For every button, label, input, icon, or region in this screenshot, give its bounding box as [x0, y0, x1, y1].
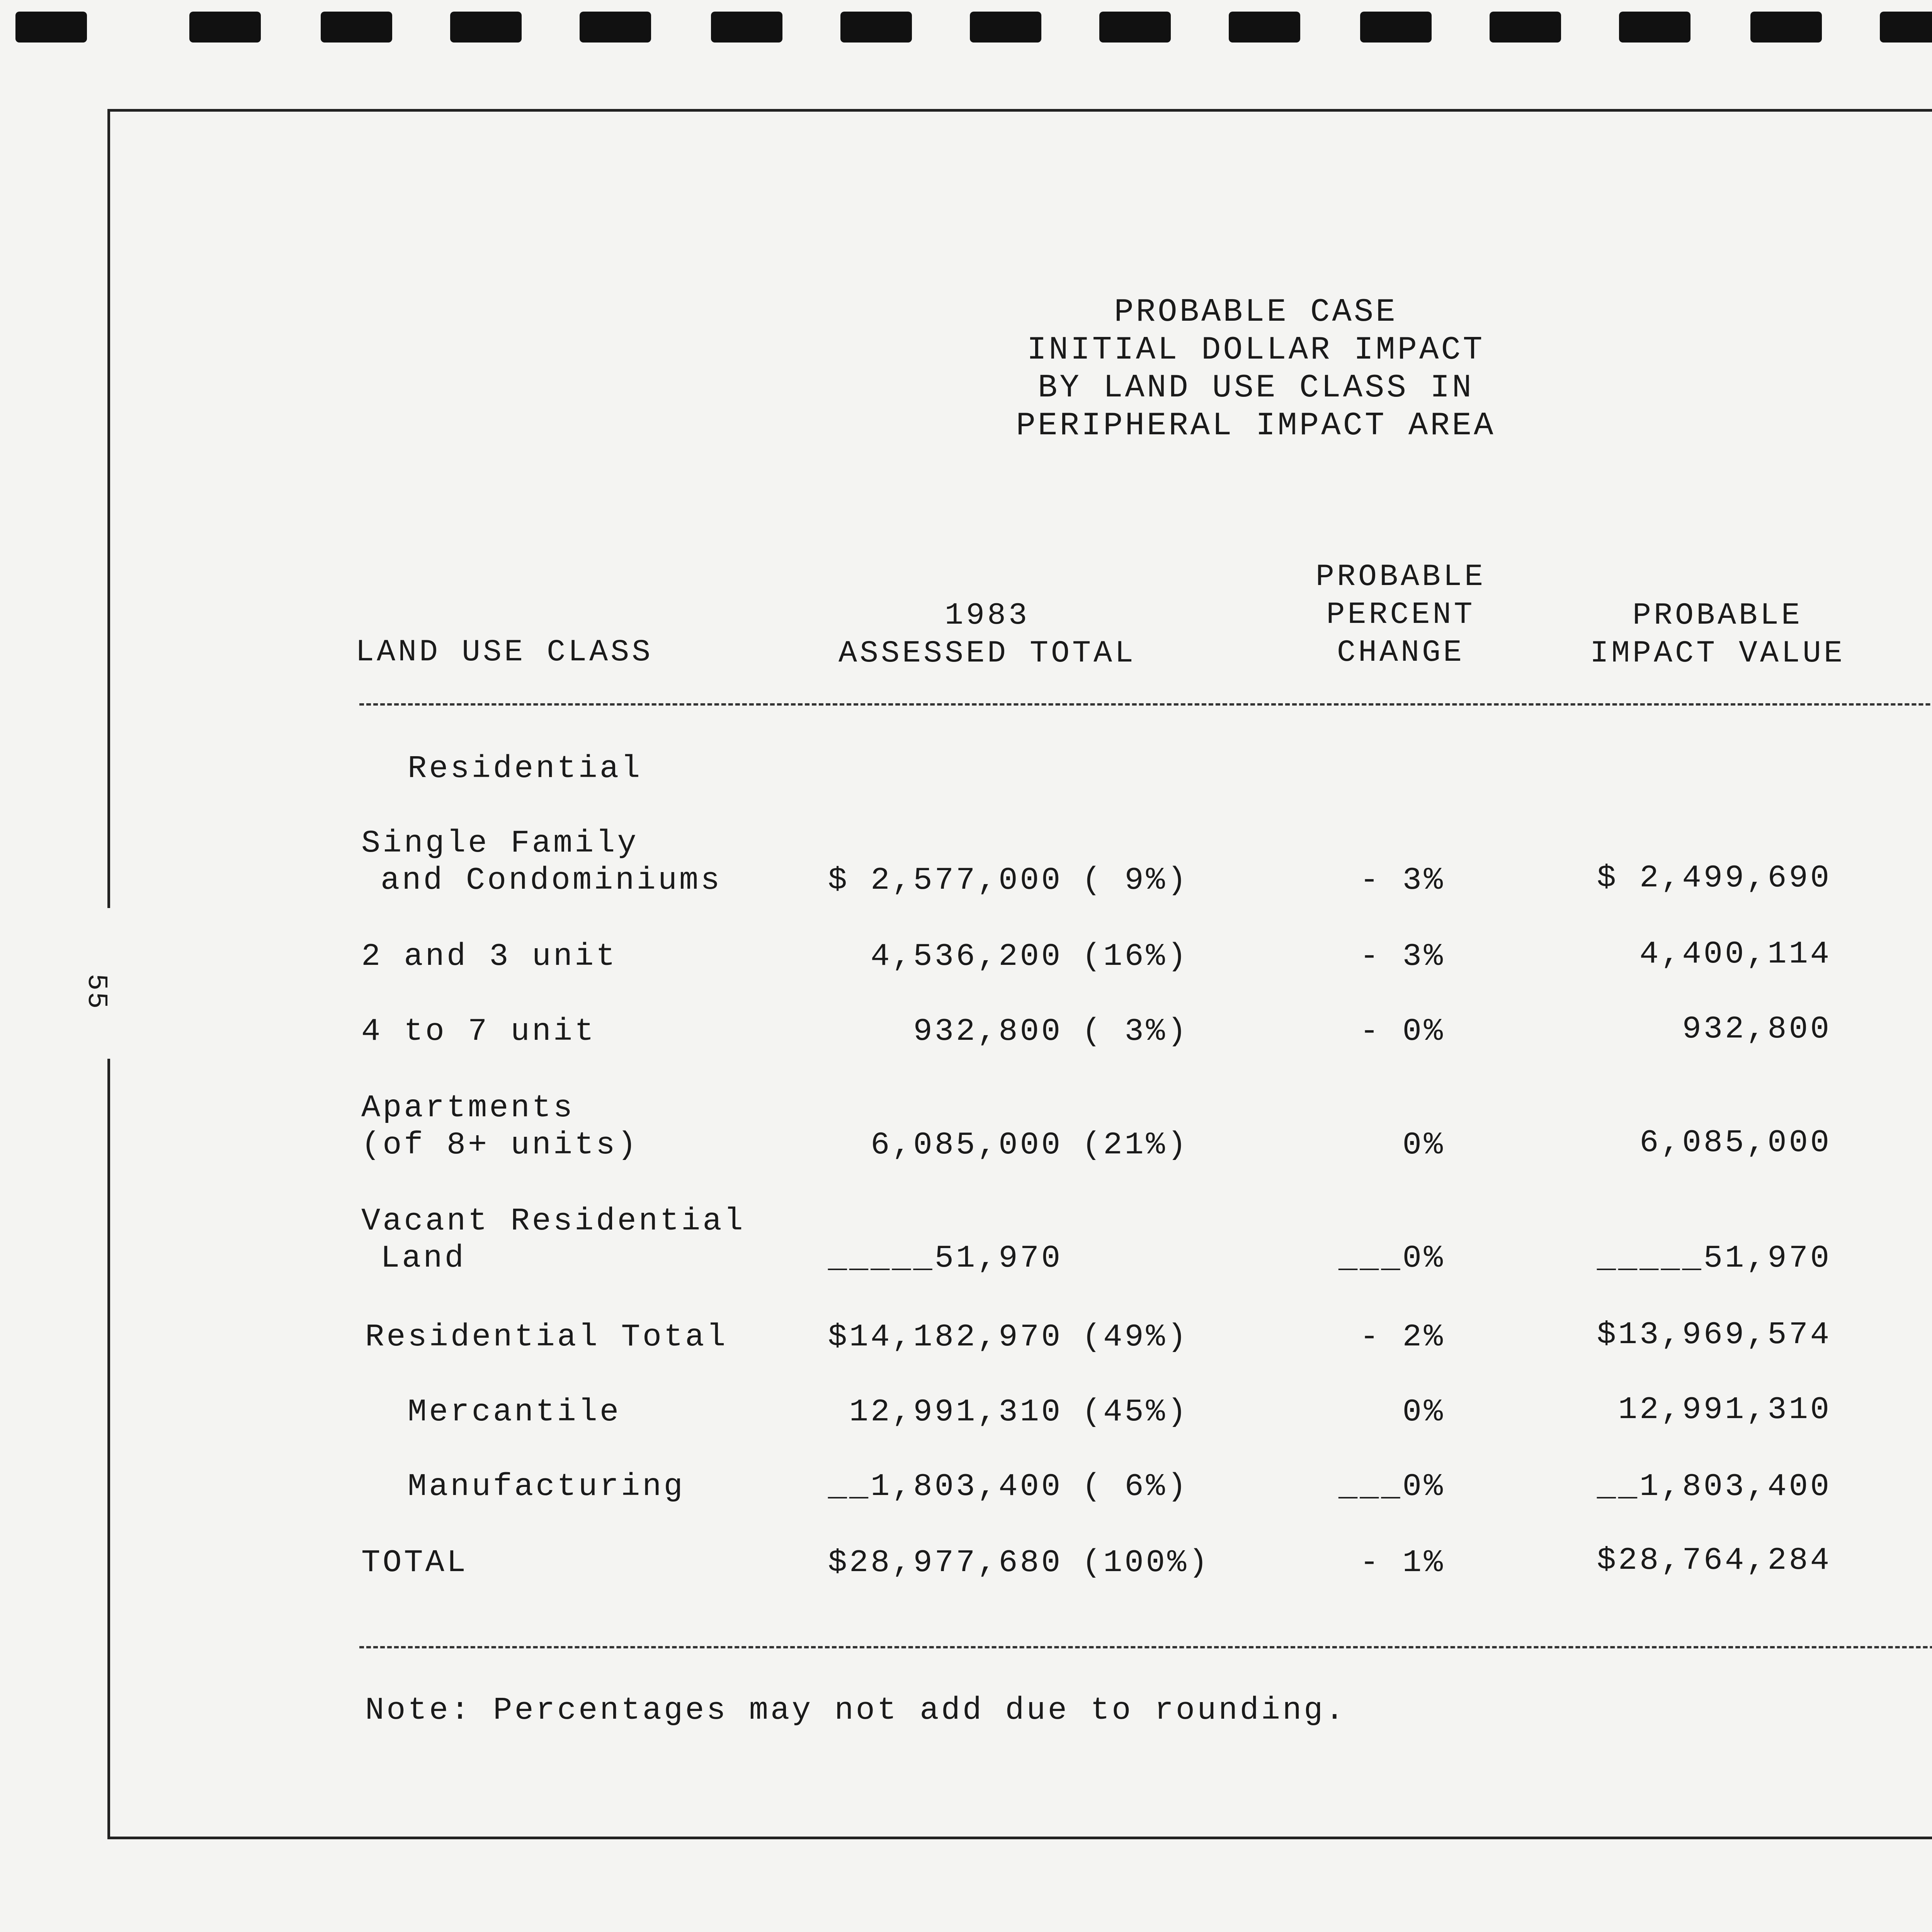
table-note: Note: Percentages may not add due to rounding. [365, 1692, 1347, 1728]
impact-value: 12,991,310 [1618, 1392, 1832, 1428]
header-text: IMPACT VALUE [1590, 636, 1845, 671]
perforation-hole [189, 12, 261, 43]
impact-value: _____51,970 [1597, 1240, 1832, 1276]
assessed-value: $28,977,680 [828, 1545, 1063, 1581]
header-text: LAND USE CLASS [355, 635, 653, 670]
perforation-hole [1880, 12, 1932, 43]
row-label: Apartments [361, 1090, 575, 1126]
row-label: (of 8+ units) [361, 1127, 639, 1163]
assessed-value: 6,085,000 [871, 1127, 1063, 1163]
percent-change: 0% [1402, 1127, 1445, 1163]
perforation-hole [711, 12, 782, 43]
percent-change: ___0% [1338, 1240, 1445, 1276]
header-text: PROBABLE [1315, 560, 1486, 595]
header-text: PROBABLE [1632, 598, 1803, 633]
title-line: PERIPHERAL IMPACT AREA [1016, 408, 1496, 444]
percent-change: - 3% [1360, 939, 1445, 975]
row-label: TOTAL [361, 1545, 468, 1581]
perforation-hole [1099, 12, 1171, 43]
header-text: 1983 [944, 598, 1030, 633]
header-land-use-class [355, 634, 653, 672]
page-number: 55 [80, 974, 112, 1010]
impact-value: $13,969,574 [1597, 1317, 1832, 1353]
row-label: Land [381, 1240, 466, 1276]
footer-rule [359, 1646, 1932, 1648]
perforation-hole [580, 12, 651, 43]
impact-value: 4,400,114 [1639, 936, 1832, 972]
assessed-value: 4,536,200 [871, 939, 1063, 975]
section-label-residential: Residential [408, 751, 643, 787]
header-assessed-total [823, 597, 1151, 673]
row-label: Manufacturing [408, 1469, 685, 1505]
percent-change: - 1% [1360, 1545, 1445, 1581]
assessed-share: (21%) [1082, 1127, 1189, 1163]
impact-value: 6,085,000 [1639, 1125, 1832, 1161]
header-text: CHANGE [1337, 635, 1465, 670]
assessed-value: 932,800 [913, 1014, 1063, 1049]
percent-change: - 0% [1360, 1014, 1445, 1049]
assessed-share: ( 9%) [1082, 862, 1189, 898]
document-title [850, 294, 1662, 445]
assessed-value: $ 2,577,000 [828, 862, 1063, 898]
row-label: 4 to 7 unit [361, 1014, 596, 1049]
header-text: ASSESSED TOTAL [838, 636, 1136, 671]
assessed-share: ( 6%) [1082, 1469, 1189, 1505]
perforation-hole [1619, 12, 1690, 43]
impact-value: $28,764,284 [1597, 1543, 1832, 1578]
assessed-share: (100%) [1082, 1545, 1210, 1581]
row-label: Mercantile [408, 1394, 621, 1430]
assessed-share: ( 3%) [1082, 1014, 1189, 1049]
row-label: Residential Total [365, 1319, 728, 1355]
title-line: INITIAL DOLLAR IMPACT [1027, 332, 1485, 369]
perforation-hole [321, 12, 392, 43]
header-impact-value [1561, 597, 1874, 673]
percent-change: - 2% [1360, 1319, 1445, 1355]
perforation-hole [15, 12, 87, 43]
title-line: BY LAND USE CLASS IN [1037, 370, 1474, 406]
impact-value: __1,803,400 [1597, 1469, 1832, 1505]
impact-value: $ 2,499,690 [1597, 860, 1832, 896]
perforation-strip [0, 12, 1932, 50]
perforation-hole [450, 12, 522, 43]
perforation-hole [840, 12, 912, 43]
impact-value: 932,800 [1682, 1011, 1832, 1047]
assessed-share: (49%) [1082, 1319, 1189, 1355]
title-line: PROBABLE CASE [1114, 294, 1398, 331]
perforation-hole [1750, 12, 1822, 43]
percent-change: 0% [1402, 1394, 1445, 1430]
perforation-hole [970, 12, 1041, 43]
assessed-value: 12,991,310 [849, 1394, 1063, 1430]
perforation-hole [1229, 12, 1300, 43]
assessed-share: (45%) [1082, 1394, 1189, 1430]
header-percent-change [1275, 558, 1526, 672]
row-label: Vacant Residential [361, 1203, 745, 1239]
percent-change: ___0% [1338, 1469, 1445, 1505]
row-label: and Condominiums [381, 862, 722, 898]
assessed-share: (16%) [1082, 939, 1189, 975]
assessed-value: $14,182,970 [828, 1319, 1063, 1355]
percent-change: - 3% [1360, 862, 1445, 898]
header-text: PERCENT [1326, 597, 1475, 633]
perforation-hole [1360, 12, 1432, 43]
assessed-value: _____51,970 [828, 1240, 1063, 1276]
perforation-hole [1490, 12, 1561, 43]
assessed-value: __1,803,400 [828, 1469, 1063, 1505]
row-label: 2 and 3 unit [361, 939, 617, 975]
row-label: Single Family [361, 825, 639, 861]
header-rule [359, 703, 1932, 706]
